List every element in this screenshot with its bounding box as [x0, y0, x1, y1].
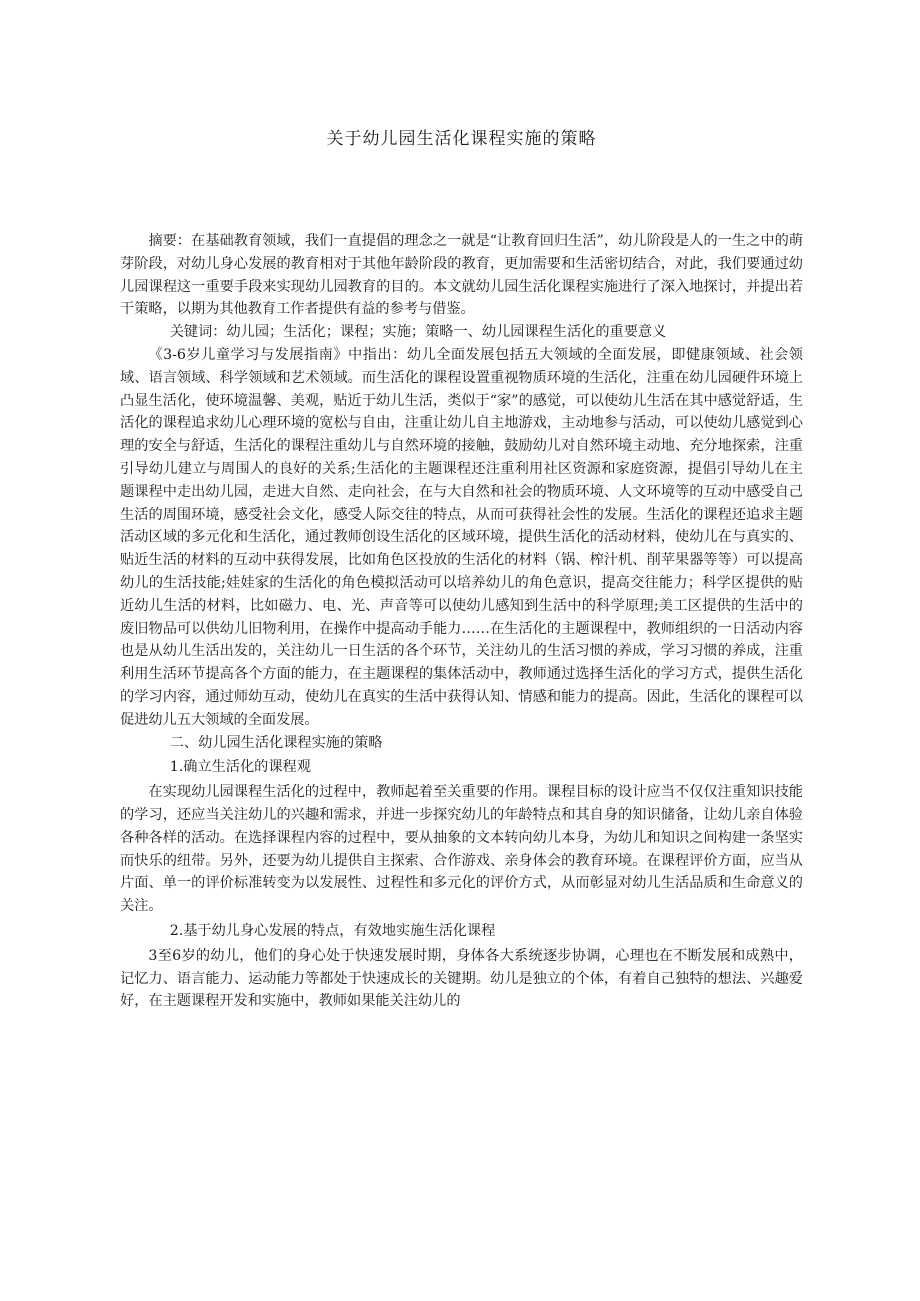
subsection2-paragraph: 3至6岁的幼儿，他们的身心处于快速发展时期，身体各大系统逐步协调，心理也在不断发展和成熟中，记忆力、语言能力、运动能力等都处于快速成长的关键期。幼儿是独立的个体，有着自己独特的想法、兴趣爱好，在主题课程开发和实施中，教师如果能关注幼儿的	[120, 947, 803, 1010]
subsection2-heading: 2.基于幼儿身心发展的特点，有效地实施生活化课程	[169, 922, 496, 939]
section2-heading: 二、幼儿园生活化课程实施的策略	[169, 734, 383, 751]
keywords-line: 关键词：幼儿园；生活化；课程；实施；策略一、幼儿园课程生活化的重要意义	[169, 324, 667, 341]
subsection1-paragraph: 在实现幼儿园课程生活化的过程中，教师起着至关重要的作用。课程目标的设计应当不仅仅注重知识技能的学习，还应当关注幼儿的兴趣和需求，并进一步探究幼儿的年龄特点和其自身的知识储备，让幼儿亲自体验各种各样的活动。在选择课程内容的过程中，要从抽象的文本转向幼儿本身，为幼儿和知识之间构建一条坚实而快乐的纽带。另外，还要为幼儿提供自主探索、合作游戏、亲身体会的教育环境。在课程评价方面，应当从片面、单一的评价标准转变为以发展性、过程性和多元化的评价方式，从而彰显对幼儿生活品质和生命意义的关注。	[120, 784, 803, 915]
section1-paragraph: 《3-6岁儿童学习与发展指南》中指出：幼儿全面发展包括五大领域的全面发展，即健康领域、社会领域、语言领域、科学领域和艺术领域。而生活化的课程设置重视物质环境的生活化，注重在幼儿园硬件环境上凸显生活化，使环境温馨、美观，贴近于幼儿生活，类似于“家”的感觉，可以使幼儿生活在其中感觉舒适，生活化的课程追求幼儿心理环境的宽松与自由，注重让幼儿自主地游戏，主动地参与活动，可以使幼儿感觉到心理的安全与舒适，生活化的课程注重幼儿与自然环境的接触，鼓励幼儿对自然环境主动地、充分地探索，注重引导幼儿建立与周围人的良好的关系;生活化的主题课程还注重利用社区资源和家庭资源，提倡引导幼儿在主题课程中走出幼儿园，走进大自然、走向社会，在与大自然和社会的物质环境、人文环境等的互动中感受自己生活的周围环境，感受社会文化，感受人际交往的特点，从而可获得社会性的发展。生活化的课程还追求主题活动区域的多元化和生活化，通过教师创设生活化的区域环境，提供生活化的活动材料，使幼儿在与真实的、贴近生活的材料的互动中获得发展，比如角色区投放的生活化的材料（锅、榨汁机、削苹果器等等）可以提高幼儿的生活技能;娃娃家的生活化的角色模拟活动可以培养幼儿的角色意识，提高交往能力；科学区提供的贴近幼儿生活的材料，比如磁力、电、光、声音等可以使幼儿感知到生活中的科学原理;美工区提供的生活中的废旧物品可以供幼儿旧物利用，在操作中提高动手能力……在生活化的主题课程中，教师组织的一日活动内容也是从幼儿生活出发的，关注幼儿一日生活的各个环节，关注幼儿的生活习惯的养成，学习习惯的养成，注重利用生活环节提高各个方面的能力，在主题课程的集体活动中，教师通过选择生活化的学习方式，提供生活化的学习内容，通过师幼互动，使幼儿在真实的生活中获得认知、情感和能力的提高。因此，生活化的课程可以促进幼儿五大领域的全面发展。	[120, 346, 803, 728]
document-title: 关于幼儿园生活化课程实施的策略	[326, 129, 597, 149]
subsection1-heading: 1.确立生活化的课程观	[169, 759, 311, 776]
abstract-paragraph: 摘要：在基础教育领域，我们一直提倡的理念之一就是“让教育回归生活”，幼儿阶段是人的一生之中的萌芽阶段，对幼儿身心发展的教育相对于其他年龄阶段的教育，更加需要和生活密切结合，对此，我们要通过幼儿园课程这一重要手段来实现幼儿园教育的目的。本文就幼儿园生活化课程实施进行了深入地探讨，并提出若干策略，以期为其他教育工作者提供有益的参考与借鉴。	[120, 233, 803, 318]
document-body	[120, 230, 803, 1013]
